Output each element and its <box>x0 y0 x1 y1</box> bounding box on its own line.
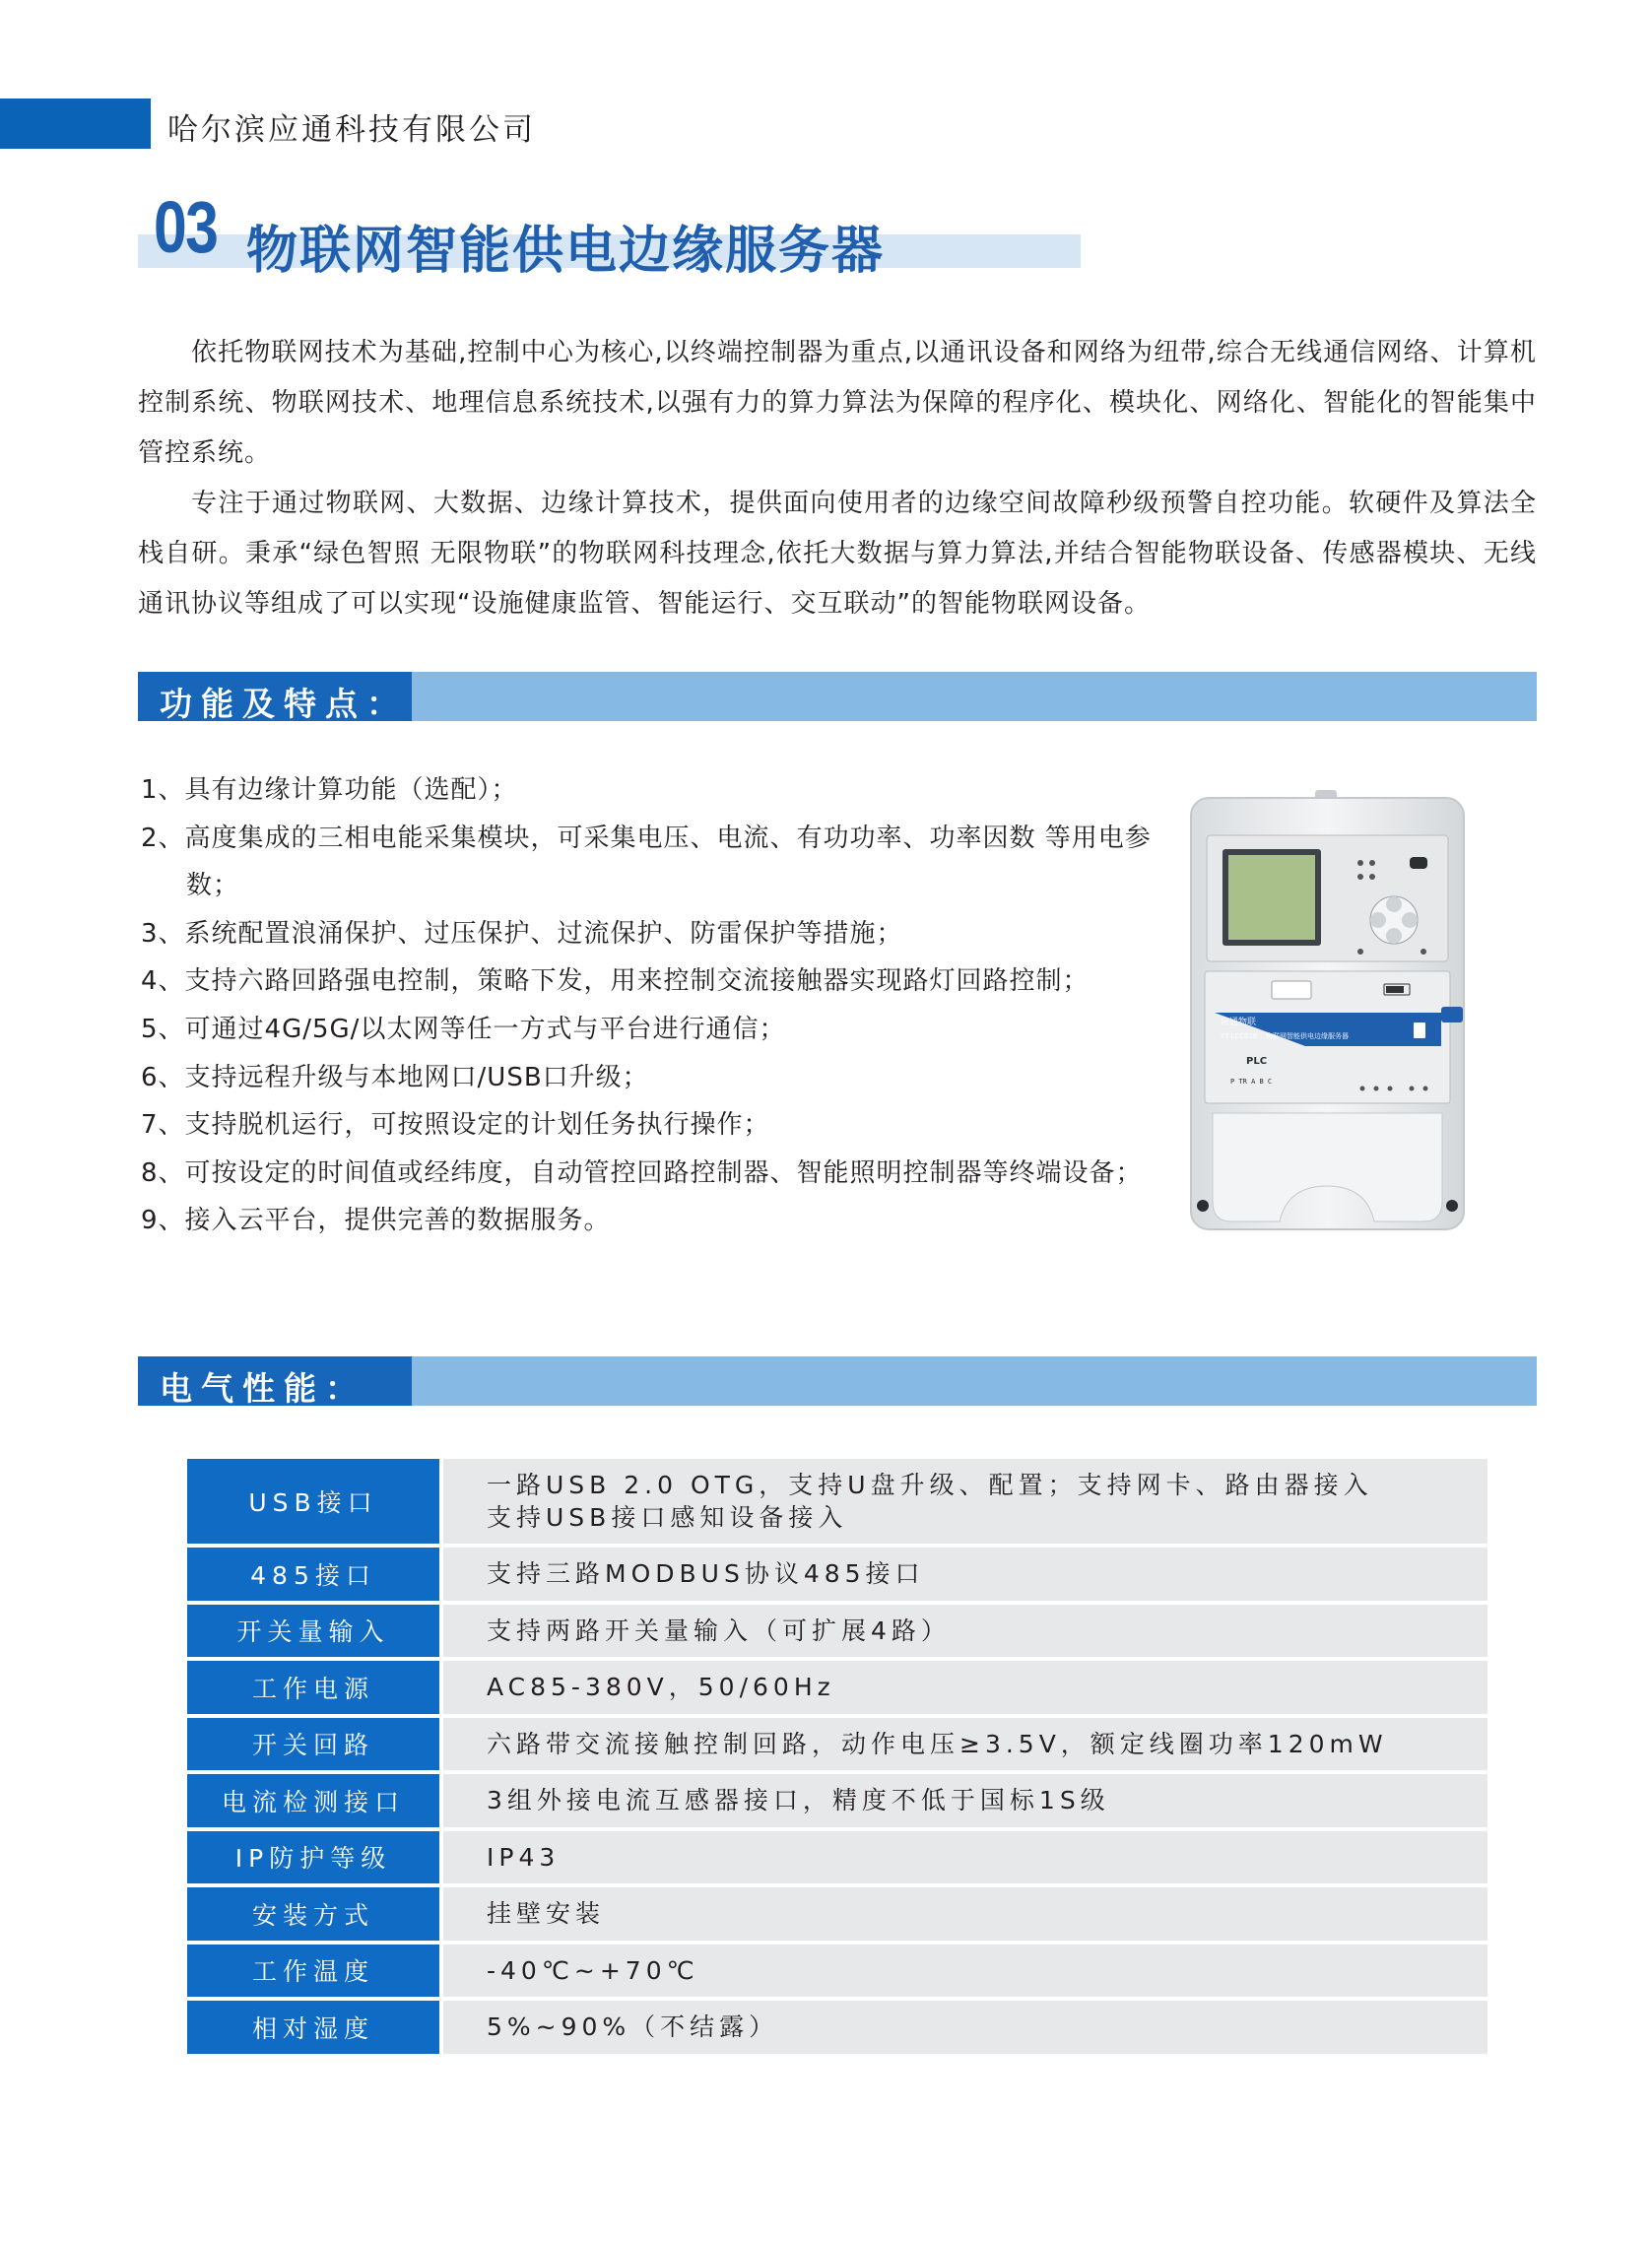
table-row <box>187 1999 1487 2056</box>
phase-labels: P TR A B C <box>1230 1078 1273 1086</box>
section-number: 03 <box>154 186 218 268</box>
list-item: 4、支持六路回路强电控制，策略下发，用来控制交流接触器实现路灯回路控制； <box>141 966 1090 997</box>
led-indicator <box>1357 949 1363 955</box>
led-indicator <box>1369 874 1375 880</box>
key-up <box>1386 896 1402 912</box>
spec-key: 开关回路 <box>187 1716 441 1773</box>
device-label-text: 物联网智能供电边缘服务器 <box>1266 1032 1349 1040</box>
key-down <box>1386 928 1402 944</box>
led-indicator <box>1374 1087 1379 1091</box>
battery-icon-fill <box>1386 986 1404 993</box>
spec-key: 485接口 <box>187 1546 441 1603</box>
mounting-hole <box>1446 1200 1458 1212</box>
sim-slot-icon <box>1414 1022 1425 1038</box>
list-item: 3、系统配置浪涌保护、过压保护、过流保护、防雷保护等措施； <box>141 918 903 949</box>
brand-text: 应通物联 <box>1221 1018 1257 1027</box>
features-heading: 功能及特点： <box>160 685 408 723</box>
spec-value: IP43 <box>441 1829 1487 1886</box>
table-row <box>187 1772 1487 1829</box>
side-clip <box>1441 1007 1463 1022</box>
header-accent-bar <box>0 99 151 149</box>
led-indicator <box>1357 860 1363 866</box>
led-indicator <box>1388 1087 1393 1091</box>
table-row <box>187 1716 1487 1773</box>
intro-text <box>138 328 1537 629</box>
intro-paragraph: 专注于通过物联网、大数据、边缘计算技术，提供面向使用者的边缘空间故障秒级预警自控功能。软硬件及算法全栈自研。秉承“绿色智照 无限物联”的物联网科技理念,依托大数据与算力算法,并结合智能物联设备、传感器模块、无线通讯协议等组成了可以实现“设施健康监管、智能运行、交互联动”的智能物联网设备。 <box>138 489 1537 619</box>
spec-value: 支持三路MODBUS协议485接口 <box>441 1546 1487 1603</box>
table-row <box>187 1885 1487 1943</box>
spec-value: 支持两路开关量输入（可扩展4路） <box>441 1603 1487 1660</box>
spec-value: AC85-380V，50/60Hz <box>441 1659 1487 1716</box>
spec-key: 工作温度 <box>187 1943 441 2000</box>
lcd-screen <box>1228 855 1315 940</box>
spec-key: 相对湿度 <box>187 1999 441 2056</box>
features-section-header <box>138 672 1537 721</box>
table-row <box>187 1943 1487 2000</box>
list-item: 8、可按设定的时间值或经纬度，自动管控回路控制器、智能照明控制器等终端设备； <box>141 1157 1143 1188</box>
toggle-switch <box>1410 857 1427 869</box>
table-row <box>187 1459 1487 1546</box>
key-right <box>1402 912 1418 928</box>
spec-value-line: 一路USB 2.0 OTG，支持U盘升级、配置；支持网卡、路由器接入 <box>487 1471 1373 1499</box>
specs-heading: 电气性能： <box>160 1369 366 1408</box>
spec-key: 工作电源 <box>187 1659 441 1716</box>
company-name: 哈尔滨应通科技有限公司 <box>167 112 536 148</box>
mounting-hole <box>1197 1200 1209 1212</box>
spec-value <box>441 1459 1487 1546</box>
spec-key: 安装方式 <box>187 1885 441 1943</box>
led-indicator <box>1360 1087 1365 1091</box>
led-indicator <box>1369 860 1375 866</box>
spec-value: 六路带交流接触控制回路，动作电压≥3.5V，额定线圈功率120mW <box>441 1716 1487 1773</box>
table-row <box>187 1659 1487 1716</box>
list-item: 6、支持远程升级与本地网口/USB口升级； <box>141 1062 649 1092</box>
feature-list <box>141 766 1165 1245</box>
plc-label: PLC <box>1246 1056 1268 1067</box>
spec-value: 挂壁安装 <box>441 1885 1487 1943</box>
spec-value: 3组外接电流互感器接口，精度不低于国标1S级 <box>441 1772 1487 1829</box>
table-row <box>187 1829 1487 1886</box>
list-item: 9、接入云平台，提供完善的数据服务。 <box>141 1206 611 1236</box>
model-text: YT-LCC01E <box>1221 1032 1258 1040</box>
spec-value-line: 支持USB接口感知设备接入 <box>487 1503 848 1532</box>
led-indicator <box>1421 949 1426 955</box>
features-section-label-box <box>138 672 412 721</box>
spec-key: 开关量输入 <box>187 1603 441 1660</box>
led-indicator <box>1410 1087 1415 1091</box>
table-row <box>187 1603 1487 1660</box>
spec-value: -40℃~+70℃ <box>441 1943 1487 2000</box>
spec-key: 电流检测接口 <box>187 1772 441 1829</box>
table-row <box>187 1546 1487 1603</box>
list-item: 1、具有边缘计算功能（选配）； <box>141 775 518 805</box>
spec-table <box>187 1459 1487 2058</box>
device-product-image <box>1187 788 1468 1247</box>
list-item: 5、可通过4G/5G/以太网等任一方式与平台进行通信； <box>141 1014 786 1044</box>
spec-key: IP防护等级 <box>187 1829 441 1886</box>
spec-key: USB接口 <box>187 1459 441 1546</box>
specs-section-header <box>138 1356 1537 1406</box>
led-indicator <box>1423 1087 1428 1091</box>
key-left <box>1370 912 1386 928</box>
spec-value: 5%~90%（不结露） <box>441 1999 1487 2056</box>
list-item: 2、高度集成的三相电能采集模块，可采集电压、电流、有功功率、功率因数 等用电参数； <box>141 823 1152 901</box>
list-item: 7、支持脱机运行，可按照设定的计划任务执行操作； <box>141 1110 770 1141</box>
led-indicator <box>1357 874 1363 880</box>
intro-paragraph: 依托物联网技术为基础,控制中心为核心,以终端控制器为重点,以通讯设备和网络为纽带,综合无线通信网络、计算机控制系统、物联网技术、地理信息系统技术,以强有力的算力算法为保障的程序化、模块化、网络化、智能化的智能集中管控系统。 <box>138 338 1537 468</box>
usb-port <box>1272 981 1311 999</box>
page-title: 物联网智能供电边缘服务器 <box>246 222 886 281</box>
specs-section-label-box <box>138 1356 412 1406</box>
